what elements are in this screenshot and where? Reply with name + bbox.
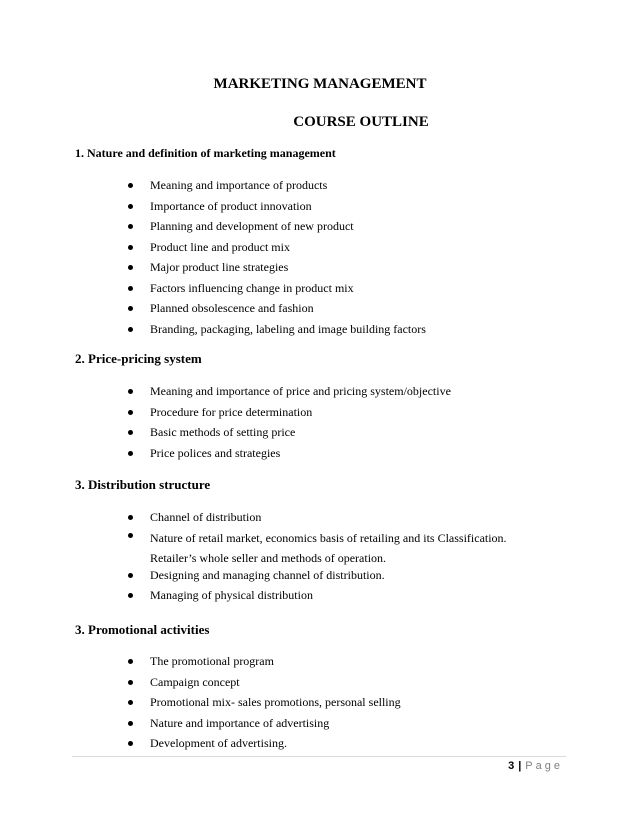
bullet-icon (128, 245, 133, 250)
list-item: The promotional program (0, 654, 401, 675)
bullet-icon (128, 573, 133, 578)
section-heading: 3. Promotional activities (75, 622, 210, 637)
list-item: Meaning and importance of products (0, 178, 426, 199)
list-item: Meaning and importance of price and pricing system/objective (0, 384, 451, 405)
list-item: Designing and managing channel of distribution. (0, 568, 550, 589)
bullet-list (0, 384, 451, 466)
document-title: MARKETING MANAGEMENT (213, 76, 427, 92)
bullet-icon (128, 533, 133, 538)
list-item: Channel of distribution (0, 510, 550, 531)
bullet-icon (128, 265, 133, 270)
list-item: Managing of physical distribution (0, 588, 550, 609)
bullet-icon (128, 183, 133, 188)
list-item: Product line and product mix (0, 240, 426, 261)
page-number: 3 (508, 760, 515, 772)
list-item: Promotional mix- sales promotions, personal selling (0, 695, 401, 716)
bullet-icon (128, 515, 133, 520)
list-item: Planning and development of new product (0, 219, 426, 240)
bullet-icon (128, 389, 133, 394)
bullet-icon (128, 700, 133, 705)
bullet-icon (128, 721, 133, 726)
bullet-list (0, 178, 426, 342)
page-label: Page (525, 760, 563, 772)
bullet-icon (128, 410, 133, 415)
bullet-icon (128, 306, 133, 311)
bullet-icon (128, 327, 133, 332)
bullet-icon (128, 741, 133, 746)
bullet-icon (128, 593, 133, 598)
list-item: Development of advertising. (0, 736, 401, 757)
list-item: Nature of retail market, economics basis of retailing and its Classification. Retailer’s whole seller and methods of operation. (0, 528, 550, 568)
list-item: Price polices and strategies (0, 446, 451, 467)
section-heading: 2. Price-pricing system (75, 351, 202, 366)
list-item: Major product line strategies (0, 260, 426, 281)
page-footer (0, 760, 563, 772)
list-item: Procedure for price determination (0, 405, 451, 426)
list-item: Branding, packaging, labeling and image building factors (0, 322, 426, 343)
bullet-icon (128, 430, 133, 435)
bullet-list (0, 654, 401, 757)
section-heading: 3. Distribution structure (75, 477, 211, 492)
list-item: Importance of product innovation (0, 199, 426, 220)
bullet-icon (128, 224, 133, 229)
bullet-icon (128, 659, 133, 664)
bullet-list (0, 510, 550, 609)
list-item: Factors influencing change in product mix (0, 281, 426, 302)
list-item: Campaign concept (0, 675, 401, 696)
list-item: Nature and importance of advertising (0, 716, 401, 737)
list-item: Planned obsolescence and fashion (0, 301, 426, 322)
bullet-icon (128, 451, 133, 456)
footer-divider (72, 756, 566, 757)
section-heading: 1. Nature and definition of marketing management (75, 146, 336, 160)
bullet-icon (128, 286, 133, 291)
bullet-icon (128, 680, 133, 685)
footer-separator: | (518, 760, 522, 772)
bullet-icon (128, 204, 133, 209)
document-subtitle: COURSE OUTLINE (293, 114, 429, 130)
list-item: Basic methods of setting price (0, 425, 451, 446)
